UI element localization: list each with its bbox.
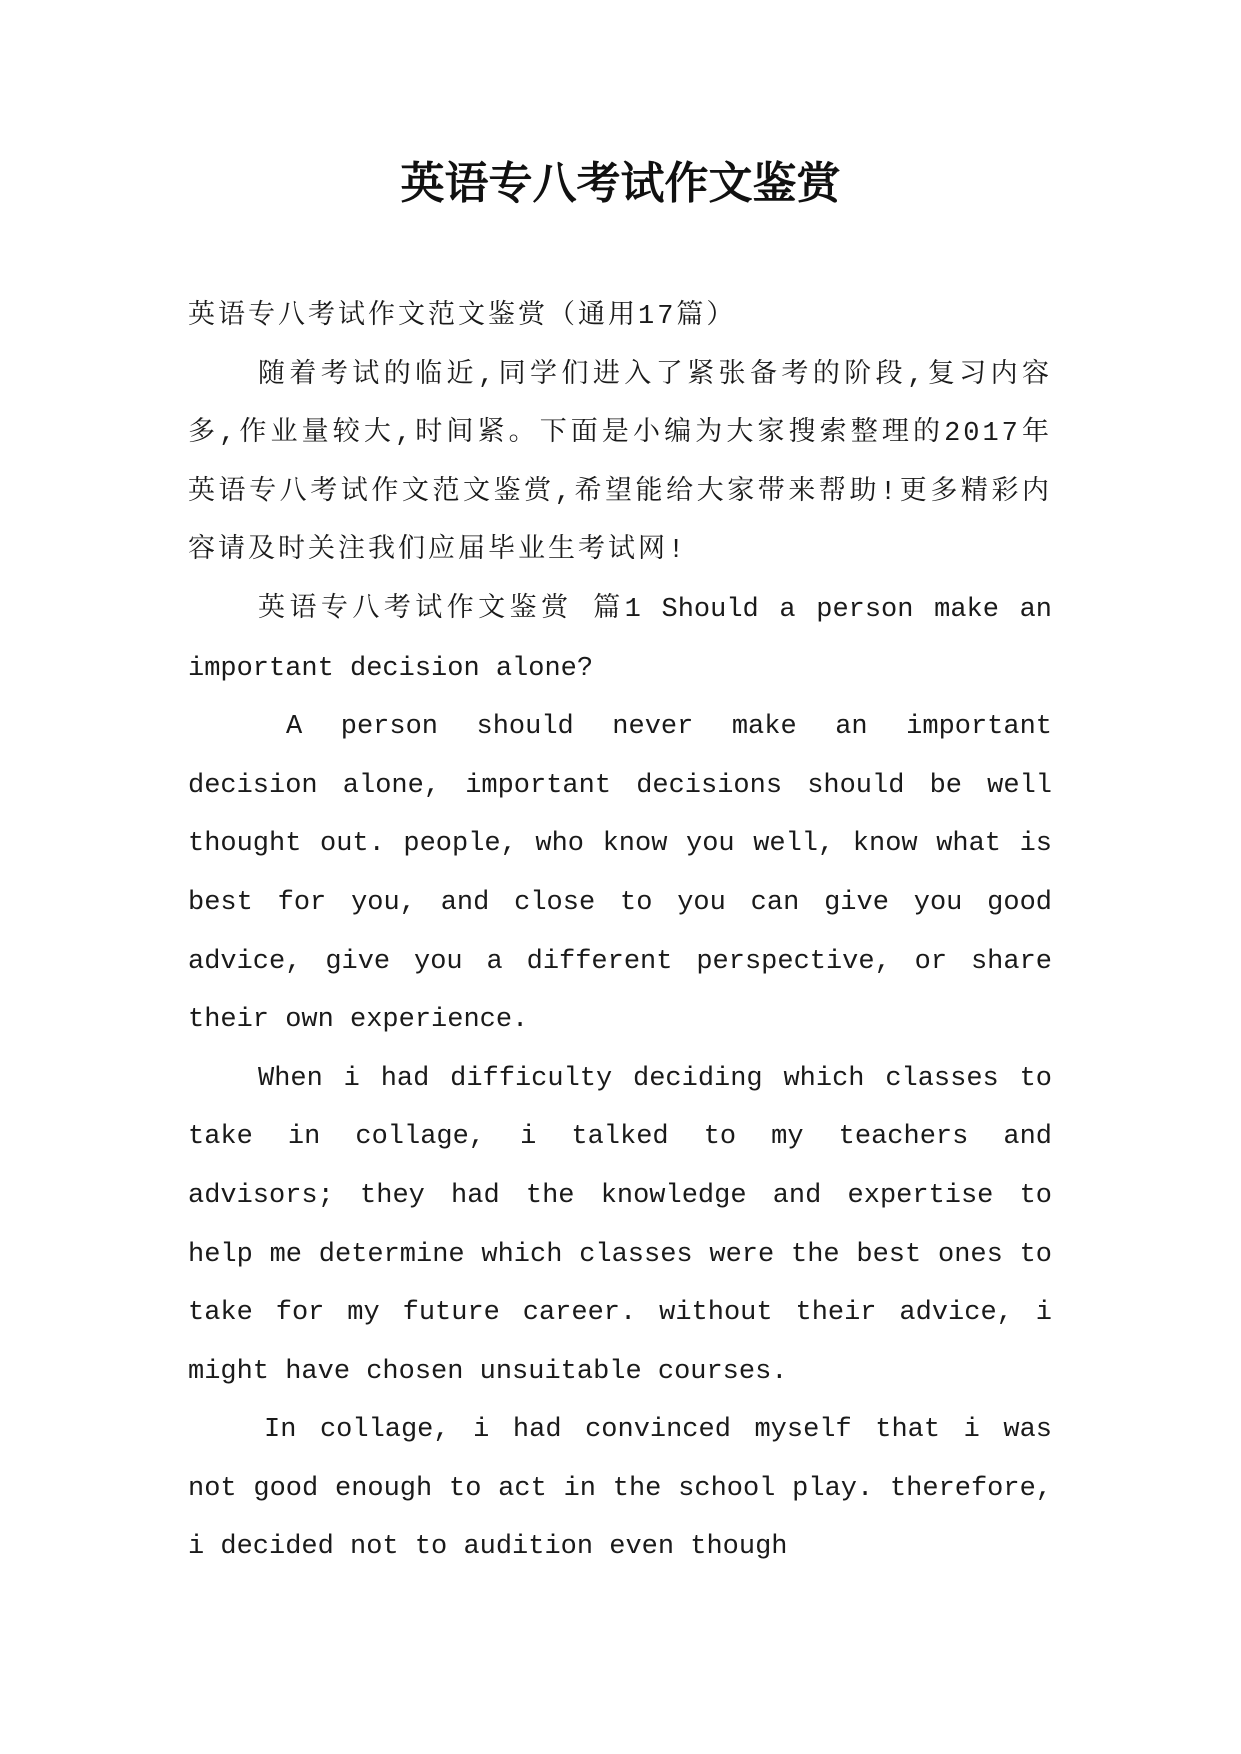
document-subtitle: 英语专八考试作文范文鉴赏（通用17篇） [188,302,737,332]
intro-paragraph: 随着考试的临近,同学们进入了紧张备考的阶段,复习内容多,作业量较大,时间紧。下面是小编为大家搜索整理的2017年英语专八考试作文范文鉴赏,希望能给大家带来帮助!更多精彩内容请及时关注我们应届毕业生考试网! [188,360,1052,567]
document-body [188,288,1052,1577]
essay-paragraph-1: A person should never make an important decision alone, important decisions should be well thought out. people, who know you well, know what is best for you, and close to you can give you good advice, give you a different perspective, or share their own experience. [188,712,1052,1036]
essay-paragraph-2: When i had difficulty deciding which classes to take in collage, i talked to my teachers and advisors; they had the knowledge and expertise to help me determine which classes were the best ones to take for my future career. without their advice, i might have chosen unsuitable courses. [188,1063,1052,1387]
document-title: 英语专八考试作文鉴赏 [400,158,841,209]
section-heading: 英语专八考试作文鉴赏 篇1 Should a person make an important decision alone? [188,594,1052,684]
essay-paragraph-3: In collage, i had convinced myself that i was not good enough to act in the school play. therefore, i decided not to audition even though [188,1415,1052,1563]
